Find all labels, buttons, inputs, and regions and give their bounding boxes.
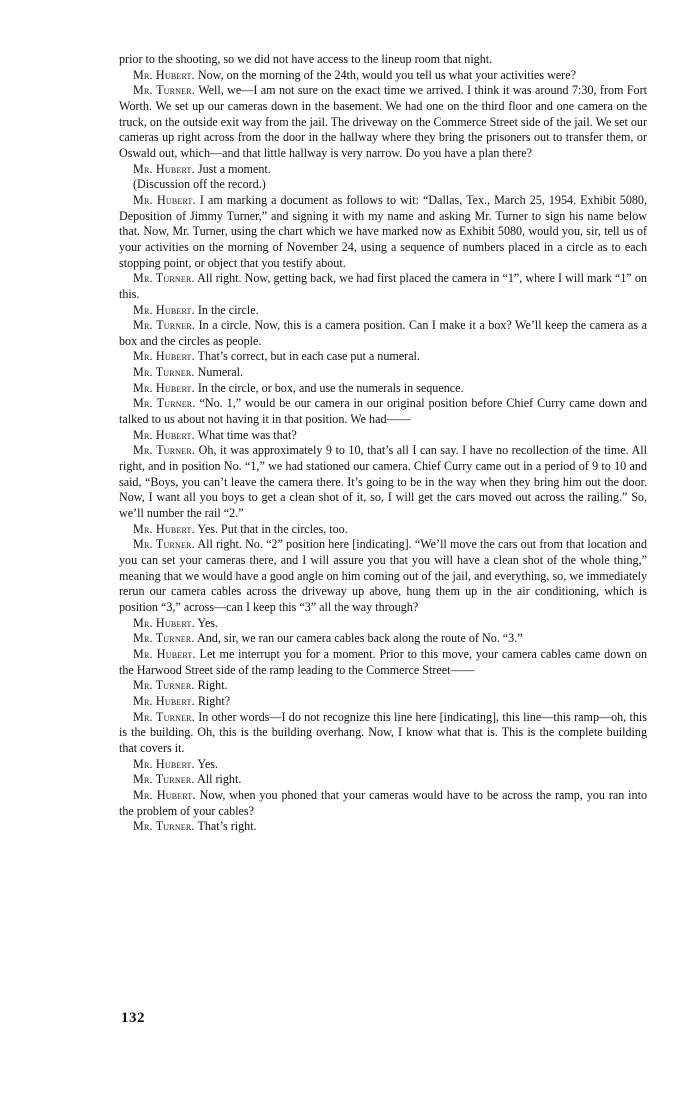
paragraph-text: Now, on the morning of the 24th, would you tell us what your activities were? <box>194 67 576 82</box>
transcript-paragraph <box>119 68 647 84</box>
transcript-paragraph <box>119 647 647 678</box>
transcript-paragraph <box>119 678 647 694</box>
speaker-name: Mr. Hubert. <box>133 349 195 364</box>
speaker-name: Mr. Hubert. <box>133 192 196 207</box>
speaker-name: Mr. Hubert. <box>133 67 195 82</box>
paragraph-text: In other words—I do not recognize this line here [indicating], this line—this ramp—oh, this is the building. Oh, this is the building overhang. Now, I know what that is. This is the complete building that covers it. <box>119 709 647 755</box>
transcript-paragraph <box>119 381 647 397</box>
transcript-paragraph <box>119 83 647 161</box>
paragraph-text: All right. <box>194 772 242 787</box>
speaker-name: Mr. Hubert. <box>133 646 196 661</box>
transcript-paragraph <box>119 694 647 710</box>
speaker-name: Mr. Hubert. <box>133 787 196 802</box>
transcript-paragraph <box>119 772 647 788</box>
paragraph-text: Well, we—I am not sure on the exact time we arrived. I think it was around 7:30, from Fort Worth. We set up our cameras down in the basement. We had one on the third floor and one camera on the truck, on the outside exit way from the jail. The driveway on the Commerce Street side of the jail. We set our cameras up right across from the door in the hallway where they bring the prisoners out to transfer them, or Oswald out, which—and that little hallway is very narrow. Do you have a plan there? <box>119 83 647 160</box>
paragraph-text: That’s right. <box>194 819 257 834</box>
speaker-name: Mr. Turner. <box>133 271 195 286</box>
paragraph-text: That’s correct, but in each case put a numeral. <box>194 349 420 364</box>
transcript-paragraph <box>119 303 647 319</box>
transcript-paragraph <box>119 788 647 819</box>
paragraph-text: “No. 1,” would be our camera in our original position before Chief Curry came down and talked to us about not having it in that position. We had—— <box>119 396 647 427</box>
transcript-page <box>119 52 647 835</box>
paragraph-text: In a circle. Now, this is a camera position. Can I make it a box? We’ll keep the camera as a box and the circles as people. <box>119 318 647 348</box>
speaker-name: Mr. Turner. <box>133 678 195 693</box>
paragraph-text: (Discussion off the record.) <box>133 177 266 192</box>
paragraph-text: Yes. <box>194 615 219 630</box>
paragraph-text: I am marking a document as follows to wit: “Dallas, Tex., March 25, 1954. Exhibit 5080, Deposition of Jimmy Turner,” and signing it with my name and asking Mr. Turner to sign his name below that. Now, Mr. Turner, using the chart which we have marked now as Exhibit 5080, would you, sir, tell us of your activities on the morning of November 24, using a sequence of numbers placed in a circle as to each stopping point, or object that you testify about. <box>119 192 647 270</box>
speaker-name: Mr. Hubert. <box>133 380 195 395</box>
speaker-name: Mr. Turner. <box>133 819 195 834</box>
paragraph-text: Let me interrupt you for a moment. Prior to this move, your camera cables came down on the Harwood Street side of the ramp leading to the Commerce Street—— <box>119 646 647 677</box>
paragraph-text: prior to the shooting, so we did not have access to the lineup room that night. <box>119 52 493 66</box>
speaker-name: Mr. Turner. <box>133 396 196 411</box>
transcript-paragraph <box>119 162 647 178</box>
transcript-paragraph <box>119 365 647 381</box>
paragraph-text: Right? <box>194 693 231 708</box>
speaker-name: Mr. Hubert. <box>133 521 195 536</box>
paragraph-text: In the circle. <box>194 302 259 317</box>
transcript-paragraph <box>119 349 647 365</box>
speaker-name: Mr. Turner. <box>133 709 195 724</box>
transcript-paragraph <box>119 271 647 302</box>
paragraph-text: All right. Now, getting back, we had first placed the camera in “1”, where I will mark “1” on this. <box>119 271 647 301</box>
paragraph-text: What time was that? <box>194 427 297 442</box>
speaker-name: Mr. Hubert. <box>133 161 195 176</box>
paragraph-text: In the circle, or box, and use the numerals in sequence. <box>194 380 464 395</box>
paragraph-text: Right. <box>194 678 228 693</box>
speaker-name: Mr. Hubert. <box>133 427 195 442</box>
speaker-name: Mr. Turner. <box>133 365 195 380</box>
paragraph-text: All right. No. “2” position here [indicating]. “We’ll move the cars out from that location and you can set your cameras there, and I will assure you that you will have a clean shot of the whole thing,” meaning that we would have a good angle on him coming out of the jail, and everything, so, we immediately rerun our camera cables across the driveway up above, hung them up in the air conditioning, which is position “3,” across—can I keep this “3” all the way through? <box>119 537 647 614</box>
transcript-paragraph <box>119 318 647 349</box>
speaker-name: Mr. Turner. <box>133 772 195 787</box>
paragraph-text: Numeral. <box>194 365 244 380</box>
speaker-name: Mr. Hubert. <box>133 302 195 317</box>
speaker-name: Mr. Turner. <box>133 537 195 552</box>
transcript-paragraph <box>119 443 647 521</box>
speaker-name: Mr. Hubert. <box>133 615 195 630</box>
page-number: 132 <box>121 1010 145 1026</box>
transcript-paragraph <box>119 537 647 615</box>
transcript-paragraph <box>119 522 647 538</box>
transcript-paragraph <box>119 396 647 427</box>
speaker-name: Mr. Turner. <box>133 318 196 333</box>
paragraph-text: Oh, it was approximately 9 to 10, that’s all I can say. I have no recollection of the time. All right, and in position No. “1,” we had stationed our camera. Chief Curry came out in a period of 9 to 10 and said, “Boys, you can’t leave the camera there. It’s going to be in the way when they bring him out the door. Now, I want all you boys to get a clean shot of it, so, I will get the cars moved out across the railing.” So, we’ll number the rail “2.” <box>119 443 647 521</box>
paragraph-text: Now, when you phoned that your cameras would have to be across the ramp, you ran into the problem of your cables? <box>119 787 647 818</box>
paragraph-text: Just a moment. <box>194 161 271 176</box>
transcript-paragraph <box>119 710 647 757</box>
transcript-paragraph <box>119 757 647 773</box>
transcript-paragraph <box>119 819 647 835</box>
speaker-name: Mr. Turner. <box>133 83 196 98</box>
speaker-name: Mr. Turner. <box>133 443 196 458</box>
transcript-paragraph <box>119 616 647 632</box>
transcript-paragraph <box>119 631 647 647</box>
transcript-paragraph <box>119 52 647 68</box>
transcript-paragraph <box>119 177 647 193</box>
speaker-name: Mr. Turner. <box>133 631 195 646</box>
speaker-name: Mr. Hubert. <box>133 756 195 771</box>
paragraph-text: And, sir, we ran our camera cables back along the route of No. “3.” <box>194 631 523 646</box>
speaker-name: Mr. Hubert. <box>133 693 195 708</box>
paragraph-text: Yes. <box>194 756 219 771</box>
transcript-paragraph <box>119 193 647 271</box>
transcript-paragraph <box>119 428 647 444</box>
paragraph-text: Yes. Put that in the circles, too. <box>194 521 348 536</box>
